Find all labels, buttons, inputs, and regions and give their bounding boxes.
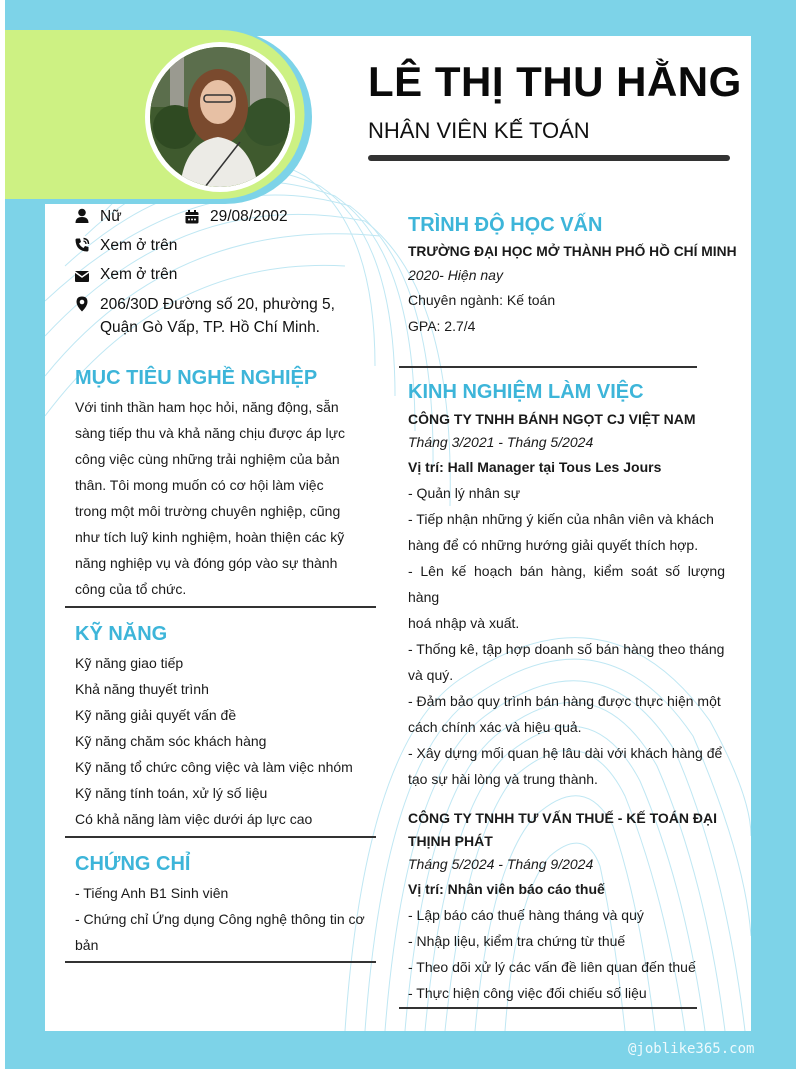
job-duty-line: - Nhập liệu, kiểm tra chứng từ thuế <box>408 933 626 949</box>
job-duty-line: - Thực hiện công việc đối chiếu số liệu <box>408 985 647 1001</box>
objective-line: thân. Tôi mong muốn có cơ hội làm việc <box>75 477 324 493</box>
certificate-item: - Tiếng Anh B1 Sinh viên <box>75 885 229 901</box>
job-duty-line: cách chính xác và hiệu quả. <box>408 719 582 735</box>
address-line-2: Quận Gò Vấp, TP. Hồ Chí Minh. <box>100 319 320 336</box>
job-duty-line: - Thống kê, tập hợp doanh số bán hàng theo tháng <box>408 641 725 657</box>
job-company <box>408 805 725 854</box>
objective-line: Với tinh thần ham học hỏi, năng động, sẵn <box>75 399 339 415</box>
certificates-list <box>75 880 375 958</box>
job-company-line: THỊNH PHÁT <box>408 833 493 849</box>
section-divider <box>399 1007 697 1009</box>
gender-value: Nữ <box>100 208 122 225</box>
job-position: Vị trí: Nhân viên báo cáo thuế <box>408 881 605 897</box>
section-divider <box>65 606 376 608</box>
watermark: @joblike365.com <box>628 1041 755 1057</box>
email-value: Xem ở trên <box>100 266 178 283</box>
education-gpa: GPA: 2.7/4 <box>408 318 476 334</box>
certificate-item: bản <box>75 937 99 953</box>
address-line-1: 206/30D Đường số 20, phường 5, <box>100 296 335 313</box>
job-duty-line: - Đảm bảo quy trình bán hàng được thực hiện một <box>408 693 721 709</box>
job-duties <box>408 902 725 1006</box>
map-pin-icon <box>74 296 90 312</box>
objective-line: sàng tiếp thu và khả năng chịu được áp lực <box>75 425 345 441</box>
job-duty-line: - Lập báo cáo thuế hàng tháng và quý <box>408 907 644 923</box>
skill-item: Có khả năng làm việc dưới áp lực cao <box>75 811 313 827</box>
job-company-line: CÔNG TY TNHH TƯ VẤN THUẾ - KẾ TOÁN ĐẠI <box>408 810 717 826</box>
title-underline <box>368 155 730 161</box>
job-period: Tháng 3/2021 - Tháng 5/2024 <box>408 434 594 450</box>
objective-line: năng nghiệp vụ và đóng góp vào sự thành <box>75 555 338 571</box>
job-duty-line: hoá nhập và xuất. <box>408 615 520 631</box>
skills-list <box>75 650 375 832</box>
skills-heading: KỸ NĂNG <box>75 623 168 645</box>
skill-item: Khả năng thuyết trình <box>75 681 209 697</box>
envelope-icon <box>74 268 90 284</box>
skill-item: Kỹ năng tính toán, xử lý số liệu <box>75 785 268 801</box>
education-heading: TRÌNH ĐỘ HỌC VẤN <box>408 214 603 236</box>
section-divider <box>65 836 376 838</box>
phone-value: Xem ở trên <box>100 237 178 254</box>
candidate-name: LÊ THỊ THU HẰNG <box>368 58 742 105</box>
job-duties <box>408 480 725 792</box>
job-duty-line: hàng để có những hướng giải quyết thích hợp. <box>408 537 699 553</box>
calendar-icon <box>184 209 200 225</box>
objective-line: công của tổ chức. <box>75 581 187 597</box>
job-position: Vị trí: Hall Manager tại Tous Les Jours <box>408 459 662 475</box>
skill-item: Kỹ năng giao tiếp <box>75 655 184 671</box>
certificate-item: - Chứng chỉ Ứng dụng Công nghệ thông tin cơ <box>75 911 365 927</box>
objective-line: như tích luỹ kinh nghiệm, hoàn thiện các kỹ <box>75 529 345 545</box>
objective-line: trong một môi trường chuyên nghiệp, cũng <box>75 503 341 519</box>
job-duty-line: và quý. <box>408 667 454 683</box>
profile-photo-image <box>150 47 290 187</box>
job-company: CÔNG TY TNHH BÁNH NGỌT CJ VIỆT NAM <box>408 411 696 427</box>
objective-line: công việc cùng những trải nghiệm của bản <box>75 451 340 467</box>
birthday-value: 29/08/2002 <box>210 208 288 225</box>
objective-text <box>75 394 357 602</box>
education-major: Chuyên ngành: Kế toán <box>408 292 556 308</box>
education-school: TRƯỜNG ĐẠI HỌC MỞ THÀNH PHỐ HỒ CHÍ MINH <box>408 244 737 259</box>
section-divider <box>65 961 376 963</box>
experience-heading: KINH NGHIỆM LÀM VIỆC <box>408 381 644 403</box>
skill-item: Kỹ năng chăm sóc khách hàng <box>75 733 267 749</box>
objective-heading: MỤC TIÊU NGHỀ NGHIỆP <box>75 367 318 389</box>
section-divider <box>399 366 697 368</box>
job-duty-line: - Theo dõi xử lý các vấn đề liên quan đến thuế <box>408 959 696 975</box>
profile-photo <box>145 42 295 192</box>
certificates-heading: CHỨNG CHỈ <box>75 853 191 875</box>
job-duty-line: tạo sự hài lòng và trung thành. <box>408 771 598 787</box>
skill-item: Kỹ năng tổ chức công việc và làm việc nhóm <box>75 759 353 775</box>
user-icon <box>74 208 90 224</box>
job-duty-line: - Lên kế hoạch bán hàng, kiểm soát số lượng hàng <box>408 563 725 605</box>
job-duty-line: - Xây dựng mối quan hệ lâu dài với khách hàng để <box>408 745 723 761</box>
job-duty-line: - Tiếp nhận những ý kiến của nhân viên và khách <box>408 511 714 527</box>
job-period: Tháng 5/2024 - Tháng 9/2024 <box>408 856 594 872</box>
skill-item: Kỹ năng giải quyết vấn đề <box>75 707 237 723</box>
job-duty-line: - Quản lý nhân sự <box>408 485 521 501</box>
education-period: 2020- Hiện nay <box>408 267 503 283</box>
candidate-job-title: NHÂN VIÊN KẾ TOÁN <box>368 118 590 143</box>
phone-icon <box>74 237 90 253</box>
